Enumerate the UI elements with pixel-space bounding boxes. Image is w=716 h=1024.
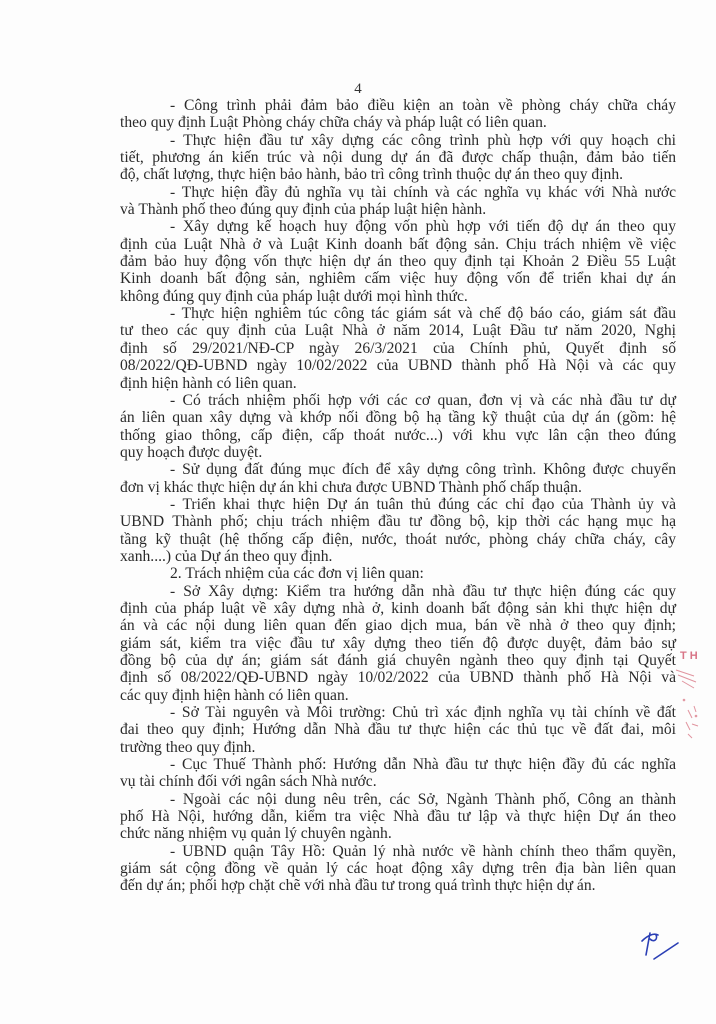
paragraph	[120, 496, 676, 565]
text-line: - Sở Xây dựng: Kiểm tra hướng dẫn nhà đầu tư thực hiện đúng các quy	[170, 582, 676, 600]
text-line: - Có trách nhiệm phối hợp với các cơ quan, đơn vị và các nhà đầu tư dự	[170, 391, 676, 409]
page-number: 4	[354, 81, 362, 97]
text-line: định của pháp luật về xây dựng nhà ở, kinh doanh bất động sản khi thực hiện dự	[120, 599, 676, 617]
paragraph	[120, 565, 676, 582]
text-line: không đúng quy định của pháp luật dưới mọi hình thức.	[120, 287, 468, 305]
paragraph	[120, 132, 676, 184]
text-line: đơn vị khác thực hiện dự án khi chưa được UBND Thành phố chấp thuận.	[120, 478, 582, 496]
stamp-marks-icon	[674, 666, 704, 742]
text-line: thống giao thông, cấp điện, cấp thoát nước...) với khu vực lân cận theo đúng	[120, 426, 676, 444]
text-line: án và các nội dung liên quan đến giao dịch mua, bán về nhà ở theo quy định;	[120, 617, 676, 635]
text-line: trường theo quy định.	[120, 738, 256, 756]
text-line: 08/2022/QĐ-UBND ngày 10/02/2022 của UBND thành phố Hà Nội và các quy	[120, 357, 676, 375]
text-line: Kinh doanh bất động sản, nghiêm cấm việc huy động vốn để triển khai dự án	[120, 270, 676, 288]
text-line: - Ngoài các nội dung nêu trên, các Sở, Ngành Thành phố, Công an thành	[170, 790, 676, 808]
text-line: 2. Trách nhiệm của các đơn vị liên quan:	[170, 565, 424, 583]
paragraph	[120, 218, 676, 305]
text-line: định hiện hành có liên quan.	[120, 374, 297, 392]
paragraph	[120, 305, 676, 392]
initial-signature-icon	[632, 925, 682, 961]
paragraph	[120, 704, 676, 756]
text-line: định của Luật Nhà ở và Luật Kinh doanh bất động sản. Chịu trách nhiệm về việc	[120, 235, 676, 253]
text-line: - Sở Tài nguyên và Môi trường: Chủ trì xác định nghĩa vụ tài chính về đất	[170, 704, 676, 722]
text-line: án liên quan xây dựng và khớp nối đồng bộ hạ tầng kỹ thuật của dự án (gồm: hệ	[120, 409, 676, 427]
text-line: - Công trình phải đảm bảo điều kiện an toàn về phòng cháy chữa cháy	[170, 97, 676, 114]
paragraph	[120, 843, 676, 895]
stamp-text: TH	[680, 650, 701, 662]
red-stamp-mark	[672, 642, 712, 742]
text-line: chức năng nhiệm vụ quản lý chuyên ngành.	[120, 825, 392, 843]
paragraph	[120, 97, 676, 132]
text-line: giám sát cộng đồng về quản lý các hoạt động xây dựng trên địa bàn liên quan	[120, 860, 676, 878]
text-line: tầng kỹ thuật (hệ thống cấp điện, nước, thoát nước, phòng cháy chữa cháy, cây	[120, 530, 676, 548]
text-line: độ, chất lượng, thực hiện bảo hành, bảo trì công trình thuộc dự án theo quy định.	[120, 166, 624, 184]
paragraph	[120, 184, 676, 219]
text-line: tiết, phương án kiến trúc và nội dung dự án đã được chấp thuận, đảm bảo tiến	[120, 149, 676, 167]
text-line: quy hoạch được duyệt.	[120, 443, 263, 461]
text-line: đai theo quy định; Hướng dẫn Nhà đầu tư thực hiện các thủ tục về đất đai, môi	[120, 721, 676, 739]
paragraph	[120, 583, 676, 704]
text-line: - Triển khai thực hiện Dự án tuân thủ đúng các chỉ đạo của Thành ủy và	[170, 495, 676, 513]
text-line: - Thực hiện nghiêm túc công tác giám sát và chế độ báo cáo, giám sát đầu	[170, 305, 676, 323]
text-line: định số 29/2021/NĐ-CP ngày 26/3/2021 của Chính phủ, Quyết định số	[120, 339, 676, 357]
text-line: vụ tài chính đối với ngân sách Nhà nước.	[120, 773, 377, 791]
text-line: theo quy định Luật Phòng cháy chữa cháy và pháp luật có liên quan.	[120, 114, 547, 132]
text-line: đồng bộ của dự án; giám sát đánh giá chuyên ngành theo quy định tại Quyết	[120, 652, 676, 669]
text-line: đảm bảo huy động vốn thực hiện dự án theo quy định tại Khoản 2 Điều 55 Luật	[120, 253, 676, 271]
text-line: tư theo các quy định của Luật Nhà ở năm 2014, Luật Đầu tư năm 2020, Nghị	[120, 322, 676, 340]
text-line: xanh....) của Dự án theo quy định.	[120, 547, 333, 565]
paragraph	[120, 392, 676, 461]
text-line: các quy định hiện hành có liên quan.	[120, 686, 349, 704]
text-line: - UBND quận Tây Hồ: Quản lý nhà nước về hành chính theo thẩm quyền,	[170, 842, 676, 860]
text-line: - Sử dụng đất đúng mục đích để xây dựng công trình. Không được chuyển	[170, 461, 676, 479]
paragraph	[120, 461, 676, 496]
text-line: UBND Thành phố; chịu trách nhiệm đầu tư đồng bộ, kịp thời các hạng mục hạ	[120, 513, 676, 531]
text-line: - Xây dựng kế hoạch huy động vốn phù hợp với tiến độ dự án theo quy	[170, 218, 676, 236]
text-line: phố Hà Nội, hướng dẫn, kiểm tra việc Nhà đầu tư lập và thực hiện Dự án theo	[120, 808, 676, 826]
text-line: giám sát, kiểm tra việc đầu tư xây dựng theo tiến độ được duyệt, đảm bảo sự	[120, 634, 676, 652]
text-line: đến dự án; phối hợp chặt chẽ với nhà đầu tư trong quá trình thực hiện dự án.	[120, 877, 596, 895]
text-line: và Thành phố theo đúng quy định của pháp luật hiện hành.	[120, 201, 487, 219]
text-line: - Cục Thuế Thành phố: Hướng dẫn Nhà đầu tư thực hiện đầy đủ các nghĩa	[170, 756, 676, 774]
text-line: - Thực hiện đầy đủ nghĩa vụ tài chính và các nghĩa vụ khác với Nhà nước	[170, 183, 676, 201]
paragraph	[120, 756, 676, 791]
paragraph	[120, 791, 676, 843]
text-line: định số 08/2022/QĐ-UBND ngày 10/02/2022 của UBND thành phố Hà Nội và	[120, 669, 676, 687]
text-line: - Thực hiện đầu tư xây dựng các công trình phù hợp với quy hoạch chi	[170, 131, 676, 149]
document-body	[120, 97, 676, 895]
